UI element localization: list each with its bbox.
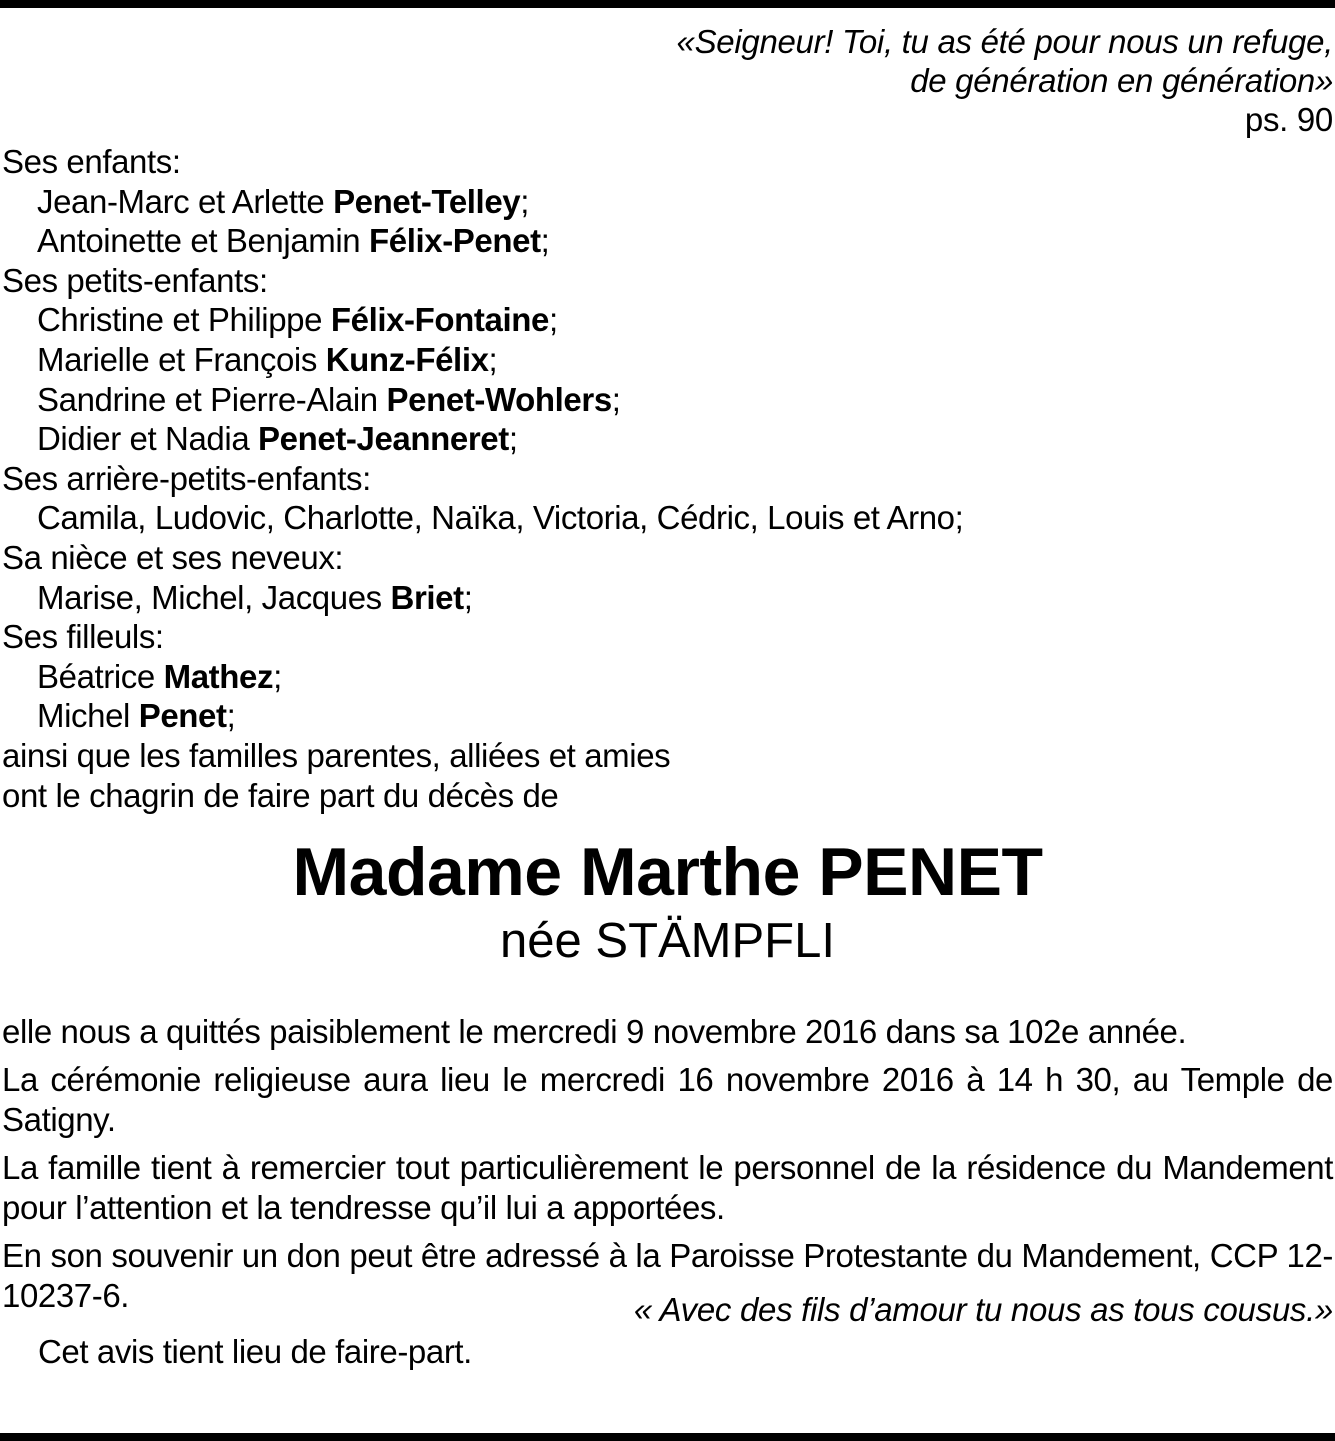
thanks-paragraph: La famille tient à remercier tout particulièrement le personnel de la résidence du Mandement pour l’attention et la tendresse qu’il lui a apportées.: [2, 1149, 1333, 1226]
given-names: Marielle et François: [37, 340, 326, 378]
separator: ;: [540, 222, 550, 260]
surname: Penet-Wohlers: [386, 380, 612, 418]
family-entry: [2, 182, 963, 222]
separator: ;: [273, 657, 282, 695]
separator: ;: [548, 301, 558, 339]
separator: ;: [488, 340, 498, 378]
family-entry: [2, 657, 963, 697]
epigraph-line-1: «Seigneur! Toi, tu as été pour nous un refuge,: [676, 23, 1333, 60]
surname: Penet-Jeanneret: [258, 420, 509, 458]
surname: Penet-Telley: [333, 182, 521, 220]
top-border-rule: [0, 0, 1335, 8]
epigraph: [677, 22, 1333, 139]
separator: ;: [611, 380, 621, 418]
surname: Mathez: [163, 657, 274, 695]
ceremony-paragraph: La cérémonie religieuse aura lieu le mercredi 16 novembre 2016 à 14 h 30, au Temple de Satigny.: [2, 1061, 1333, 1138]
separator: ;: [508, 420, 518, 458]
family-entry: [2, 300, 963, 340]
children-heading: Ses enfants:: [2, 143, 181, 180]
given-names: Christine et Philippe: [37, 301, 331, 339]
surname: Kunz-Félix: [325, 340, 489, 378]
closing-quote: « Avec des fils d’amour tu nous as tous cousus.»: [633, 1291, 1333, 1328]
family-entry: [2, 578, 963, 618]
closing-note: Cet avis tient lieu de faire-part.: [38, 1333, 472, 1370]
separator: ;: [520, 182, 530, 220]
family-list: [2, 142, 963, 815]
niece-nephews-heading: Sa nièce et ses neveux:: [2, 538, 344, 576]
given-names: Sandrine et Pierre-Alain: [37, 380, 387, 418]
deceased-name-block: [0, 832, 1335, 970]
great-grandchildren-heading: Ses arrière-petits-enfants:: [2, 459, 371, 497]
maiden-name: née STÄMPFLI: [500, 914, 835, 968]
family-entry: [2, 340, 963, 380]
donation-paragraph: En son souvenir un don peut être adressé à la Paroisse Protestante du Mandement, CCP 12-10237-6.: [2, 1237, 1333, 1314]
separator: ;: [463, 578, 473, 616]
family-entry: [2, 696, 963, 736]
passing-paragraph: elle nous a quittés paisiblement le mercredi 9 novembre 2016 dans sa 102e année.: [2, 1013, 1187, 1050]
announcement-line: ont le chagrin de faire part du décès de: [2, 776, 559, 814]
godchildren-heading: Ses filleuls:: [2, 618, 164, 656]
bottom-border-rule: [0, 1433, 1335, 1441]
grandchildren-heading: Ses petits-enfants:: [2, 261, 268, 299]
family-entry: [2, 419, 963, 459]
surname: Félix-Fontaine: [330, 301, 549, 339]
surname: Félix-Penet: [369, 222, 541, 260]
given-names: Antoinette et Benjamin: [37, 222, 370, 260]
given-names: Michel: [37, 697, 139, 735]
given-names: Marise, Michel, Jacques: [37, 578, 391, 616]
given-names: Béatrice: [37, 657, 164, 695]
also-families-line: ainsi que les familles parentes, alliées et amies: [2, 736, 671, 774]
separator: ;: [226, 697, 236, 735]
given-names: Jean-Marc et Arlette: [37, 182, 334, 220]
epigraph-line-2: de génération en génération»: [910, 62, 1333, 99]
family-entry: [2, 380, 963, 420]
surname: Penet: [138, 697, 227, 735]
epigraph-reference: ps. 90: [1244, 101, 1333, 138]
notice-body: [2, 1012, 1333, 1324]
surname: Briet: [390, 578, 464, 616]
deceased-name: Madame Marthe PENET: [292, 834, 1043, 910]
given-names: Didier et Nadia: [37, 420, 259, 458]
family-entry: [2, 221, 963, 261]
great-grandchildren-names: Camila, Ludovic, Charlotte, Naïka, Victoria, Cédric, Louis et Arno;: [37, 499, 964, 537]
